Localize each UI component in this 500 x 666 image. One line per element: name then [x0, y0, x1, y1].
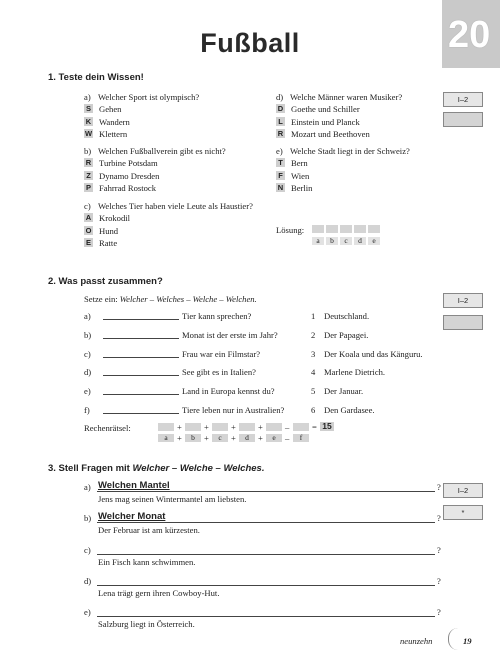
answer-line: [97, 543, 435, 555]
answer-sentence: Salzburg liegt in Österreich.: [98, 619, 195, 630]
match-row-label: c): [84, 348, 91, 359]
riddle-letter-operator: +: [204, 433, 209, 443]
question-row-label: b): [84, 513, 92, 524]
section-2-heading: 2. Was passt zusammen?: [48, 276, 163, 287]
section-3-heading-prefix: 3. Stell Fragen mit: [48, 463, 133, 474]
match-row-label: f): [84, 405, 90, 415]
match-row-number: 6: [311, 405, 316, 415]
match-row-question: Tier kann sprechen?: [182, 311, 252, 321]
match-row-answer: Der Papagei.: [324, 329, 369, 340]
match-row-question: Land in Europa kennst du?: [182, 386, 275, 397]
solution-letter: a: [312, 237, 324, 245]
section-2-instruction: [84, 294, 257, 304]
riddle-label: Rechenrätsel:: [84, 423, 131, 433]
match-row-number: 3: [311, 348, 316, 359]
question-row-label: a): [84, 482, 91, 492]
question-label: a): [84, 92, 91, 102]
question-label: e): [276, 146, 283, 156]
solution-box: [326, 225, 338, 233]
riddle-box: [266, 423, 282, 431]
match-row-label: a): [84, 311, 91, 321]
riddle-letter-operator: +: [258, 433, 263, 443]
solution-letter: e: [368, 237, 380, 245]
match-row-answer: Den Gardasee.: [324, 405, 375, 415]
question-label: c): [84, 201, 91, 211]
option-letter-box: W: [84, 129, 93, 138]
riddle-box: [212, 423, 228, 431]
match-row-label: b): [84, 329, 92, 340]
match-row-label: d): [84, 367, 92, 378]
option-text: Hund: [99, 225, 119, 236]
fill-in-blank: [103, 330, 179, 339]
section-3-star-badge: *: [443, 505, 483, 520]
option-text: Fahrrad Rostock: [99, 183, 157, 193]
answer-sentence: Ein Fisch kann schwimmen.: [98, 556, 196, 567]
riddle-letter: e: [266, 434, 282, 442]
riddle-result: 15: [320, 422, 334, 431]
question-text: Welcher Sport ist olympisch?: [98, 92, 200, 102]
riddle-operator: +: [177, 422, 182, 432]
solution-box: [312, 225, 324, 233]
handwritten-answer: Welcher Monat: [98, 511, 166, 523]
match-row-number: 2: [311, 329, 316, 340]
option-text: Ratte: [99, 238, 118, 248]
option-text: Dynamo Dresden: [99, 170, 160, 181]
answer-sentence: Lena trägt gern ihren Cowboy-Hut.: [98, 587, 220, 598]
option-text: Turbine Potsdam: [99, 158, 158, 168]
fill-in-blank: [103, 386, 179, 395]
answer-line: [97, 605, 435, 617]
fill-in-blank: [103, 311, 179, 320]
question-text: Welchen Fußballverein gibt es nicht?: [98, 146, 226, 156]
riddle-letter-operator: +: [177, 433, 182, 443]
solution-label: Lösung:: [276, 225, 305, 235]
option-letter-box: A: [85, 213, 92, 222]
riddle-box: [293, 423, 309, 431]
riddle-box: [158, 423, 174, 431]
chapter-number: 20: [448, 14, 491, 56]
fill-in-blank: [103, 405, 179, 414]
instruction-prefix: Setze ein:: [84, 294, 120, 304]
handwritten-answer: Welchen Mantel: [98, 480, 170, 491]
page-word: neunzehn: [400, 636, 433, 646]
match-row-answer: Deutschland.: [324, 311, 370, 321]
chapter-tab: [442, 0, 500, 68]
question-mark: ?: [437, 482, 441, 492]
option-letter-box: R: [277, 129, 284, 138]
riddle-letter: a: [158, 434, 174, 442]
question-text: Welche Männer waren Musiker?: [290, 92, 403, 102]
riddle-letter: b: [185, 434, 201, 442]
option-text: Wien: [291, 170, 310, 181]
question-row-label: c): [84, 544, 91, 555]
match-row-answer: Der Koala und das Känguru.: [324, 348, 423, 359]
page-title: Fußball: [200, 28, 300, 58]
fill-in-blank: [103, 367, 179, 376]
option-text: Gehen: [99, 104, 122, 114]
option-text: Mozart und Beethoven: [291, 129, 370, 139]
match-row-label: e): [84, 386, 91, 397]
option-text: Goethe und Schiller: [291, 104, 360, 114]
answer-sentence: Der Februar ist am kürzesten.: [98, 525, 200, 536]
section-1-level-badge: I–2: [443, 92, 483, 107]
section-2-level-badge: I–2: [443, 293, 483, 308]
option-text: Wandern: [99, 116, 130, 127]
option-letter-box: N: [277, 183, 284, 192]
riddle-box: [185, 423, 201, 431]
riddle-operator: +: [258, 422, 263, 432]
question-text: Welche Stadt liegt in der Schweiz?: [290, 146, 410, 156]
option-letter-box: R: [85, 158, 92, 167]
fill-in-blank: [103, 349, 179, 358]
answer-line: [97, 574, 435, 586]
question-row-label: d): [84, 575, 92, 586]
question-text: Welches Tier haben viele Leute als Haustier?: [98, 201, 253, 211]
solution-letter: b: [326, 237, 338, 245]
question-mark: ?: [437, 544, 441, 555]
option-letter-box: F: [276, 171, 285, 180]
answer-sentence: Jens mag seinen Wintermantel am liebsten.: [98, 494, 247, 504]
question-label: d): [276, 92, 284, 102]
match-row-question: Tiere leben nur in Australien?: [182, 405, 285, 415]
match-row-question: See gibt es in Italien?: [182, 367, 256, 378]
option-letter-box: E: [85, 238, 91, 247]
riddle-operator: –: [285, 422, 290, 432]
match-row-answer: Marlene Dietrich.: [324, 367, 386, 378]
option-letter-box: K: [85, 116, 92, 126]
option-letter-box: D: [277, 104, 284, 113]
riddle-letter: f: [293, 434, 309, 442]
solution-box: [368, 225, 380, 233]
option-text: Berlin: [291, 183, 313, 193]
riddle-operator: =: [312, 422, 317, 432]
solution-letter: c: [340, 237, 352, 245]
instruction-words: Welcher – Welches – Welche – Welchen.: [119, 294, 257, 304]
option-letter-box: T: [276, 158, 285, 167]
option-letter-box: L: [276, 117, 285, 126]
section-1-score-box: [443, 112, 483, 127]
riddle-letter: c: [212, 434, 228, 442]
riddle-operator: +: [204, 422, 209, 432]
section-3-heading: [48, 463, 264, 474]
question-mark: ?: [437, 513, 441, 524]
solution-box: [340, 225, 352, 233]
match-row-answer: Der Januar.: [324, 386, 364, 397]
match-row-number: 5: [311, 386, 316, 397]
question-mark: ?: [437, 575, 441, 586]
section-3-level-badge: I–2: [443, 483, 483, 498]
solution-letter: d: [354, 237, 366, 245]
option-text: Klettern: [99, 129, 128, 139]
page-number: 19: [463, 636, 472, 646]
question-label: b): [84, 146, 92, 156]
riddle-operator: +: [231, 422, 236, 432]
solution-box: [354, 225, 366, 233]
option-letter-box: S: [85, 104, 91, 113]
match-row-question: Frau war ein Filmstar?: [182, 348, 261, 359]
riddle-letter-operator: +: [231, 433, 236, 443]
riddle-letter-operator: –: [285, 433, 290, 443]
match-row-number: 1: [311, 311, 316, 321]
option-text: Krokodil: [99, 213, 131, 223]
match-row-question: Monat ist der erste im Jahr?: [182, 329, 278, 340]
riddle-letter: d: [239, 434, 255, 442]
option-text: Einstein und Planck: [291, 116, 360, 127]
riddle-box: [239, 423, 255, 431]
section-1-heading: 1. Teste dein Wissen!: [48, 72, 144, 83]
section-3-heading-words: Welcher – Welche – Welches.: [132, 463, 265, 474]
option-letter-box: P: [85, 183, 91, 192]
option-text: Bern: [291, 158, 308, 168]
option-letter-box: O: [85, 225, 92, 235]
section-2-score-box: [443, 315, 483, 330]
question-mark: ?: [437, 607, 441, 618]
option-letter-box: Z: [84, 171, 93, 180]
match-row-number: 4: [311, 367, 316, 378]
question-row-label: e): [84, 607, 91, 618]
